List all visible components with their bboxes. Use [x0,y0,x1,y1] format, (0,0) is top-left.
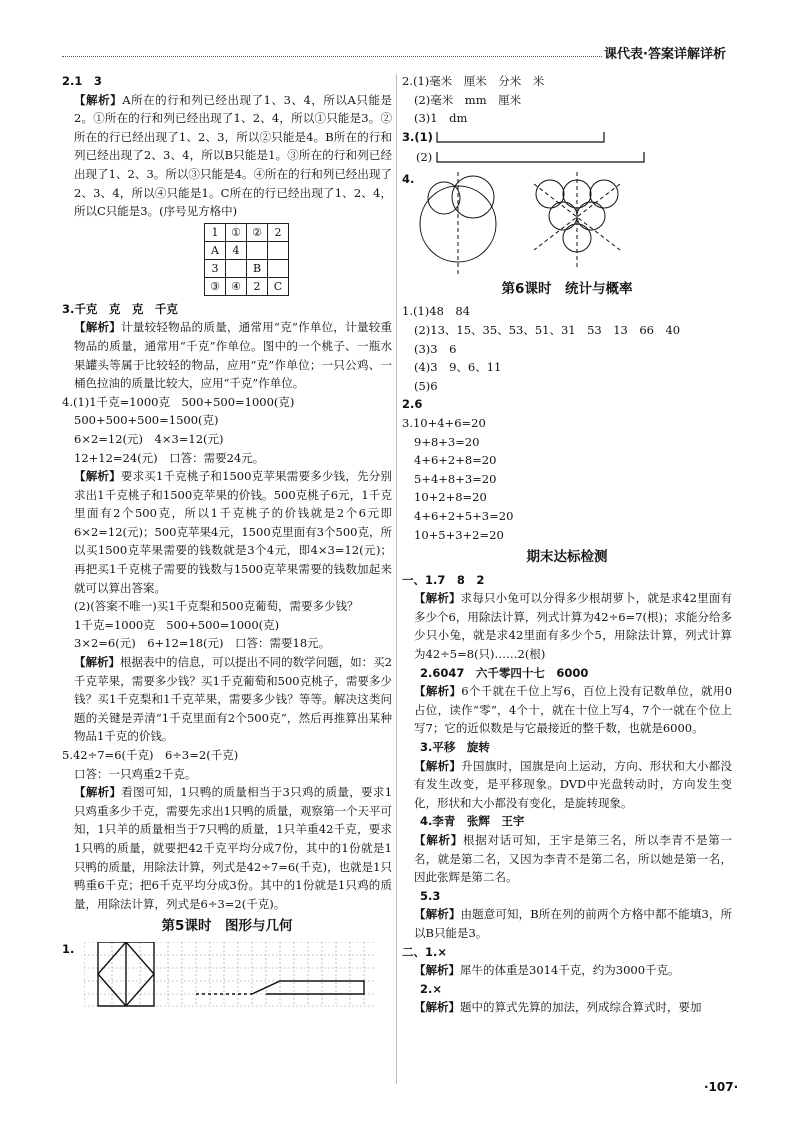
q3-analysis: 【解析】计量较轻物品的质量，通常用“克”作单位，计量较重物品的质量，通常用“千克”作单位。图中的一个桃子、一瓶水果罐头等属于比较轻的物品，应用“克”作单位；一只公鸡、一桶色拉油的质量比较大，应用“千克”作单位。 [74,320,392,391]
analysis-tag: 【解析】 [414,758,462,773]
grid-cell: 2 [247,277,268,295]
q5-line: 口答：一只鸡重2千克。 [74,766,197,781]
q4-part2-line: 1千克=1000克 500+500=1000(克) [74,617,280,632]
final-a3: 【解析】升国旗时，国旗是向上运动，方向、形状和大小都没有发生改变，是平移现象。DVD中光盘转动时，方向发生变化，形状和大小都没有变化，是旋转现象。 [414,758,732,810]
grid-cell: C [268,277,289,295]
sec6-line: 10+2+8=20 [414,490,487,505]
final-q21: 二、1.× [402,944,448,959]
q4-analysis-1: 【解析】要求买1千克桃子和1500克苹果需要多少钱，先分别求出1千克桃子和1500克苹果的价钱。500克桃子6元，1千克里面有2个500克，所以1千克桃子的价钱就是2个6元即6×2=12(元)；500克苹果4元，1500克里面有3个500克，所以买1500克苹果需要的钱数就是3个4元，即4×3=12(元)；再把买1千克桃子需要的钱数与1500克苹果需要的钱数加起来就可以算出答案。 [74,469,392,595]
grid-cell [226,259,247,277]
final-a1: 【解析】求每只小兔可以分得多少根胡萝卜，就是求42里面有多少个6，用除法计算，列式计算为42÷6=7(根)；求能分给多少只小兔，就是求42里面有多少个5，用除法计算，列式计算为42÷5=8(只)……2(根) [414,591,732,662]
grid-cell: A [205,241,226,259]
final-a5: 【解析】由题意可知，B所在列的前两个方格中都不能填3，所以B只能是3。 [414,907,733,940]
analysis-tag: 【解析】 [74,469,121,484]
final-a21: 【解析】犀牛的体重是3014千克，约为3000千克。 [414,963,680,978]
q4-line: 6×2=12(元) 4×3=12(元) [74,431,224,446]
analysis-tag: 【解析】 [74,785,122,800]
q2-answer: 2.1 3 [62,74,102,88]
q4-line: 500+500+500=1500(克) [74,413,219,428]
grid-cell: ② [247,223,268,241]
r-q2-line: (2)毫米 mm 厘米 [414,92,522,107]
q4-part2-line: (2)(答案不唯一)买1千克梨和500克葡萄，需要多少钱？ [74,599,359,614]
sec6-line: 2.6 [402,397,423,412]
analysis-tag: 【解析】 [74,92,123,107]
geometry-figure [62,940,392,1010]
q5-line: 5.42÷7=6(千克) 6÷3=2(千克) [62,748,239,762]
sec6-line: 4+6+2+8=20 [414,453,497,468]
analysis-tag: 【解析】 [414,1000,460,1015]
right-column [402,72,732,1017]
final-q4: 4.李青 张辉 王宇 [420,814,525,829]
grid-cell: ④ [226,277,247,295]
sec6-line: (4)3 9、6、11 [414,360,502,375]
final-a2: 【解析】6个千就在千位上写6，百位上没有记数单位，就用0占位，读作“零”，4个十，就在十位上写4，7个一就在个位上写7；它的近似数是与它最接近的整千数，也就是6000。 [414,684,733,736]
analysis-tag: 【解析】 [414,963,460,978]
grid-cell: 1 [205,223,226,241]
sec6-line: 5+4+8+3=20 [414,471,497,486]
r-q3-label: 3.(1) [402,129,433,144]
r-q3-label-2: (2) [416,149,433,164]
grid-cell [268,241,289,259]
grid-cell [268,259,289,277]
section-5-title: 第5课时 图形与几何 [161,918,293,935]
analysis-tag: 【解析】 [74,655,121,670]
analysis-tag: 【解析】 [74,320,122,335]
r-q2-line: (3)1 dm [414,111,468,126]
q3-answer: 3.千克 克 克 千克 [62,301,178,316]
final-q5: 5.3 [420,888,441,903]
final-a22: 【解析】题中的算式先算的加法，列成综合算式时，要加 [414,1000,702,1015]
grid-cell: 2 [268,223,289,241]
circles-figure-2 [520,170,630,274]
final-q22: 2.× [420,981,443,996]
header-title: 课代表·答案详解详析 [604,47,726,62]
sec6-line: (3)3 6 [414,341,457,356]
grid-cell: 3 [205,259,226,277]
q4-part2-line: 3×2=6(元) 6+12=18(元) 口答：需要18元。 [74,636,331,651]
analysis-tag: 【解析】 [414,833,464,847]
analysis-tag: 【解析】 [414,684,462,699]
final-a4: 【解析】根据对话可知，王宇是第三名，所以李青不是第一名，就是第二名，又因为李青不是第二名，所以她是第一名，因此张辉是第二名。 [414,833,733,885]
sec6-line: (5)6 [414,378,438,393]
analysis-tag: 【解析】 [414,591,461,606]
segment-line-2 [436,152,646,164]
grid-shapes-figure [84,942,384,1008]
grid-cell: ③ [205,277,226,295]
sec6-line: 1.(1)48 84 [402,304,471,319]
sec6-line: 4+6+2+5+3=20 [414,508,514,523]
header-dotted-line [62,56,602,57]
final-test-title: 期末达标检测 [526,549,608,566]
grid-cell [247,241,268,259]
grid-cell: 4 [226,241,247,259]
r-q4-circles [402,170,732,276]
page-number: ·107· [704,1080,739,1094]
r-q3-lines [402,128,732,170]
sec6-line: (2)13、15、35、53、51、31 53 13 66 40 [414,322,681,337]
sec5-q1-number: 1. [62,941,75,956]
r-q4-label: 4. [402,171,415,186]
q5-analysis: 【解析】看图可知，1只鸭的质量相当于3只鸡的质量，要求1只鸡重多少千克，需要先求出1只鸭的质量，观察第一个天平可知，1只羊的质量相当于7只鸭的质量，1只羊重42千克，要求1只鸭的质量，就要把42千克平均分成7份，其中的1份就是1只鸭的质量，用除法计算，列式是42÷7=6(千克)，也就是1只鸭重6千克；把6千克平均分成3份。其中的1份就是1只鸡的质量，用除法计算，列式是6÷3=2(千克)。 [74,785,393,911]
r-q2-line: 2.(1)毫米 厘米 分米 米 [402,74,545,88]
q2-analysis: 【解析】A所在的行和列已经出现了1、3、4，所以A只能是2。①所在的行和列已经出现了1、2、4，所以①只能是3。②所在的行已经出现了1、2、3，所以②只能是4。B所在的行和列已经出现了2、3、4，所以B只能是1。③所在的行和列已经出现了1、2、3。所以③只能是4。④所在的行和列已经出现了2、3、4，所以④只能是1。C所在的行已经出现了1、2、4，所以C只能是3。(序号见方格中) [74,92,393,219]
circles-figure-1 [416,170,516,274]
sudoku-grid [204,223,289,296]
grid-cell: ① [226,223,247,241]
column-divider [396,74,397,1084]
analysis-tag: 【解析】 [414,907,461,922]
final-q2: 2.6047 六千零四十七 6000 [420,665,589,680]
q4-line: 4.(1)1千克=1000克 500+500=1000(克) [62,394,295,409]
section-6-title: 第6课时 统计与概率 [501,280,633,297]
final-q3: 3.平移 旋转 [420,740,490,755]
q4-line: 12+12=24(元) 口答：需要24元。 [74,450,265,465]
sec6-line: 9+8+3=20 [414,434,480,449]
q4-analysis-2: 【解析】根据表中的信息，可以提出不同的数学问题，如：买2千克苹果，需要多少钱？买1千克葡萄和500克桃子，需要多少钱？买1千克梨和1千克苹果，需要多少钱？等等。解决这类问题的关键是弄清“1千克里面有2个500克”，然后再推算出某种物品1千克的价钱。 [74,655,392,744]
sec6-line: 10+5+3+2=20 [414,527,504,542]
segment-line-1 [436,132,606,144]
grid-cell: B [247,259,268,277]
left-column [62,72,392,1010]
sec6-line: 3.10+4+6=20 [402,415,486,430]
final-q1: 一、1.7 8 2 [402,572,485,587]
